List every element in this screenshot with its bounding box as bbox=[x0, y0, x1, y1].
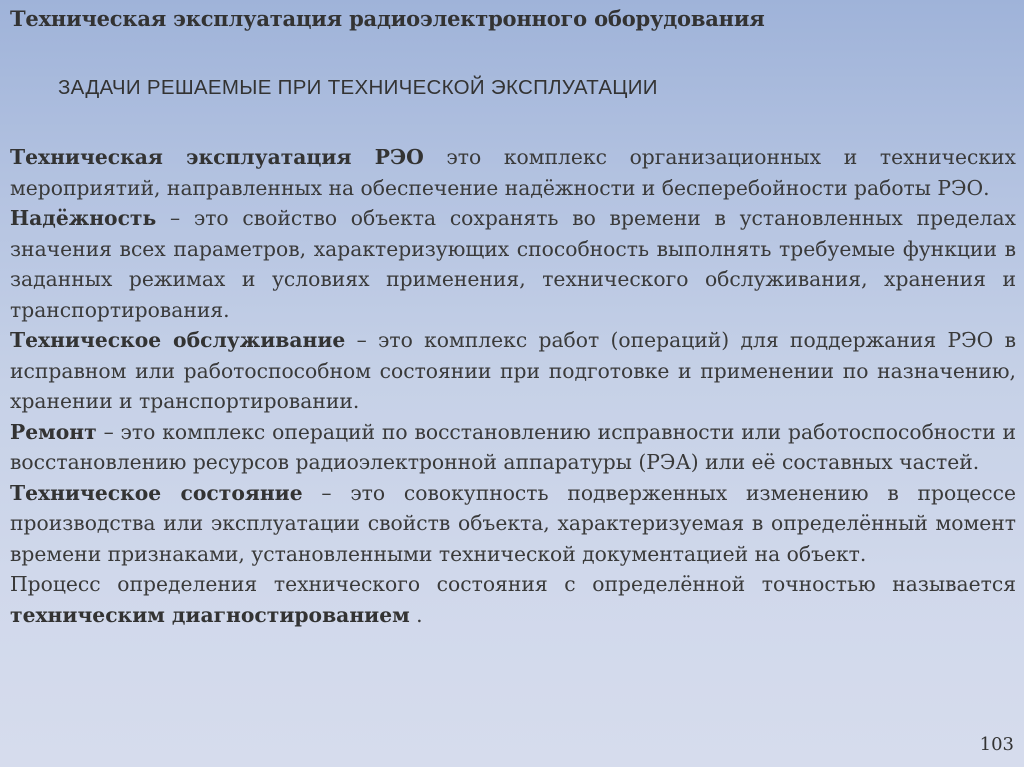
term-reliability: Надёжность bbox=[10, 206, 157, 230]
definition-technical-state-text: – это совокупность подверженных изменению в процессе производства или эксплуатации свойств объекта, характеризуемая в определённый момент времени признаками, установленными технической документацией на объект. bbox=[10, 480, 1016, 566]
definition-reliability-text: – это свойство объекта сохранять во времени в установленных пределах значения всех параметров, характеризующих способность выполнять требуемые функции в заданных режимах и условиях применения, технического обслуживания, хранения и транспортирования. bbox=[10, 206, 1016, 322]
term-diagnostics: техническим диагностированием bbox=[10, 602, 410, 627]
slide-title: Техническая эксплуатация радиоэлектронного оборудования bbox=[10, 6, 765, 31]
term-operation: Техническая эксплуатация РЭО bbox=[10, 145, 424, 169]
definition-repair-text: – это комплекс операций по восстановлению исправности или работоспособности и восстановлению ресурсов радиоэлектронной аппаратуры (РЭА) или её составных частей. bbox=[10, 419, 1016, 474]
definition-operation-text: это комплекс организационных и технических мероприятий, направленных на обеспечение надёжности и бесперебойности работы РЭО. bbox=[10, 145, 1016, 200]
definition-maintenance bbox=[10, 325, 1016, 417]
slide-body bbox=[10, 142, 1016, 630]
term-technical-state: Техническое состояние bbox=[10, 480, 303, 505]
definition-technical-state bbox=[10, 478, 1016, 570]
definition-diagnostics-text: Процесс определения технического состояния с определённой точностью называется bbox=[10, 572, 1016, 596]
definition-repair bbox=[10, 417, 1016, 478]
slide-number: 103 bbox=[979, 734, 1014, 755]
definition-operation bbox=[10, 142, 1016, 203]
definition-diagnostics bbox=[10, 569, 1016, 630]
slide-subtitle: ЗАДАЧИ РЕШАЕМЫЕ ПРИ ТЕХНИЧЕСКОЙ ЭКСПЛУАТАЦИИ bbox=[58, 76, 658, 99]
definition-diagnostics-suffix: . bbox=[409, 602, 423, 627]
definition-reliability bbox=[10, 203, 1016, 325]
term-maintenance: Техническое обслуживание bbox=[10, 328, 346, 352]
definition-maintenance-text: – это комплекс работ (операций) для поддержания РЭО в исправном или работоспособном состоянии при подготовке и применении по назначению, хранении и транспортировании. bbox=[10, 328, 1016, 413]
term-repair: Ремонт bbox=[10, 419, 97, 444]
